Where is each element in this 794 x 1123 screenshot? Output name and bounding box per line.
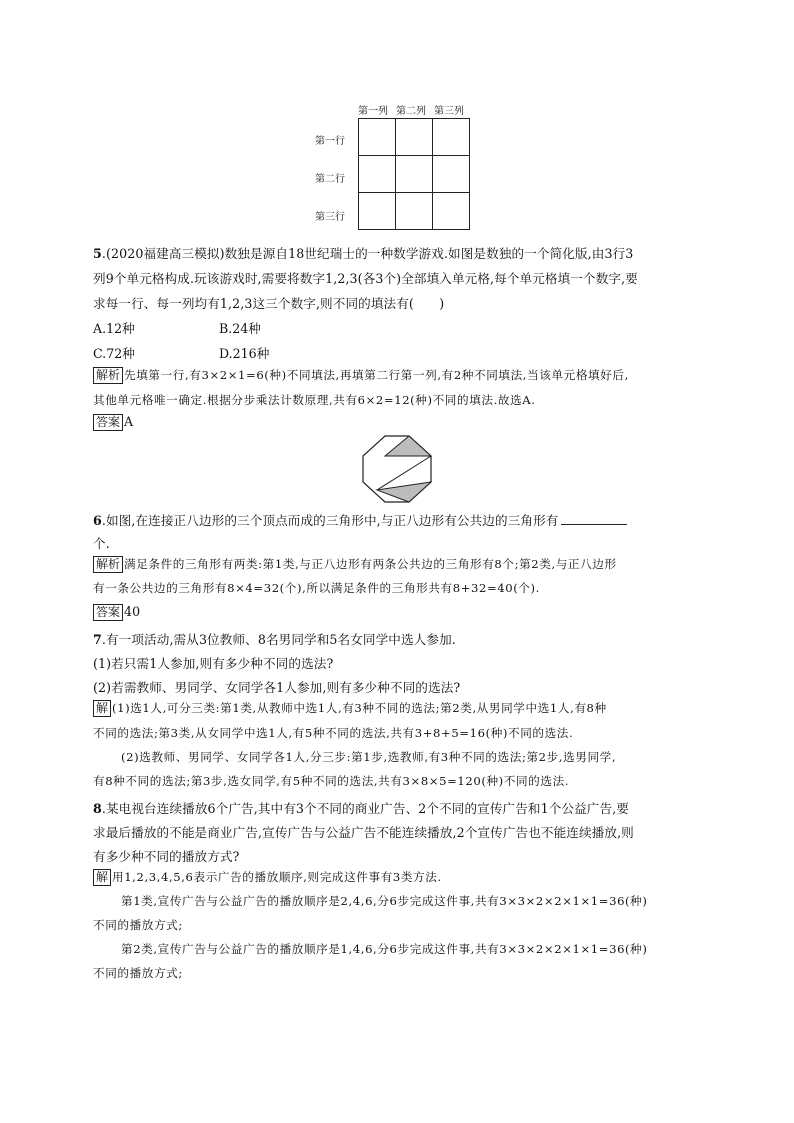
q6-stem-line2: 个. [93, 536, 110, 551]
q5-stem-line3: 求每一行、每一列均有1,2,3这三个数字,则不同的填法有( ) [93, 296, 445, 311]
q6-answer: 答案 40 [93, 604, 140, 621]
grid-cell [359, 119, 396, 156]
q7-solution-line3: (2)选教师、男同学、女同学各1人,分三步:第1步,选教师,有3种不同的选法;第2步,选男同学, [121, 750, 617, 764]
q5-choice-a: A.12种 [93, 321, 135, 336]
grid-cell [433, 119, 470, 156]
grid-cell [359, 193, 396, 230]
row-header-2: 第二行 [315, 174, 345, 185]
q5-analysis-line1: 解析 先填第一行,有3×2×1=6(种)不同填法,再填第二行第一列,有2种不同填法,当该单元格填好后, [93, 367, 629, 384]
analysis-label: 解析 [93, 367, 123, 384]
answer-label: 答案 [93, 414, 123, 431]
q7-stem-line2: (1)若只需1人参加,则有多少种不同的选法? [93, 656, 334, 671]
q7-number: 7 [93, 632, 102, 647]
row-header-3: 第三行 [315, 212, 345, 223]
q5-number: 5 [93, 246, 102, 261]
sudoku-grid-figure [315, 102, 475, 234]
answer-blank [561, 513, 627, 525]
grid-cell [433, 193, 470, 230]
q5-choice-b: B.24种 [219, 321, 261, 336]
q8-solution-line2: 第1类,宣传广告与公益广告的播放顺序是2,4,6,分6步完成这件事,共有3×3×2×2×1×1=36(种) [121, 894, 648, 908]
q8-solution-line4: 第2类,宣传广告与公益广告的播放顺序是1,4,6,分6步完成这件事,共有3×3×2×2×1×1=36(种) [121, 942, 648, 956]
grid-cell [396, 193, 433, 230]
q8-solution-line1: 解 用1,2,3,4,5,6表示广告的播放顺序,则完成这件事有3类方法. [93, 869, 442, 886]
solution-label: 解 [93, 700, 111, 717]
col-header-2: 第二列 [396, 106, 426, 117]
q8-solution-line5: 不同的播放方式; [93, 966, 183, 980]
solution-label: 解 [93, 869, 111, 886]
q6-analysis-line1: 解析 满足条件的三角形有两类:第1类,与正八边形有两条公共边的三角形有8个;第2类,与正八边形 [93, 556, 617, 573]
q7-solution-line2: 不同的选法;第3类,从女同学中选1人,有5种不同的选法,共有3+8+5=16(种)不同的选法. [93, 726, 574, 740]
q8-solution-line3: 不同的播放方式; [93, 918, 183, 932]
q5-analysis-line2: 其他单元格唯一确定.根据分步乘法计数原理,共有6×2=12(种)不同的填法.故选A. [93, 393, 536, 407]
q5-choice-d: D.216种 [219, 346, 270, 361]
q5-stem-line2: 列9个单元格构成.玩该游戏时,需要将数字1,2,3(各3个)全部填入单元格,每个单元格填一个数字,要 [93, 271, 638, 286]
col-header-3: 第三列 [434, 106, 464, 117]
q8-stem-line1: 8.某电视台连续播放6个广告,其中有3个不同的商业广告、2个不同的宣传广告和1个公益广告,要 [93, 801, 629, 816]
grid-cell [359, 156, 396, 193]
q6-analysis-line2: 有一条公共边的三角形有8×4=32(个),所以满足条件的三角形共有8+32=40(个). [93, 581, 540, 595]
col-header-1: 第一列 [358, 106, 388, 117]
row-header-1: 第一行 [315, 136, 345, 147]
q5-answer: 答案 A [93, 414, 133, 431]
q6-stem-line1: 6.如图,在连接正八边形的三个顶点而成的三角形中,与正八边形有公共边的三角形有 [93, 510, 627, 529]
q7-stem-line3: (2)若需教师、男同学、女同学各1人参加,则有多少种不同的选法? [93, 680, 461, 695]
grid-cell [396, 156, 433, 193]
q7-stem-line1: 7.有一项活动,需从3位教师、8名男同学和5名女同学中选人参加. [93, 632, 456, 647]
grid-cell [433, 156, 470, 193]
q7-solution-line4: 有8种不同的选法;第3步,选女同学,有5种不同的选法,共有3×8×5=120(种)不同的选法. [93, 774, 570, 788]
grid-cell [396, 119, 433, 156]
q6-number: 6 [93, 513, 102, 528]
sudoku-grid [358, 118, 470, 230]
q5-stem-line1: 5.(2020福建高三模拟)数独是源自18世纪瑞士的一种数学游戏.如图是数独的一个简化版,由3行3 [93, 246, 634, 261]
answer-label: 答案 [93, 604, 123, 621]
q8-stem-line3: 有多少种不同的播放方式? [93, 849, 240, 864]
q5-choice-c: C.72种 [93, 346, 135, 361]
octagon-triangle-figure [361, 434, 433, 504]
q8-stem-line2: 求最后播放的不能是商业广告,宣传广告与公益广告不能连续播放,2个宣传广告也不能连续播放,则 [93, 825, 634, 840]
q7-solution-line1: 解 (1)选1人,可分三类:第1类,从教师中选1人,有3种不同的选法;第2类,从男同学中选1人,有8种 [93, 700, 607, 717]
analysis-label: 解析 [93, 556, 123, 573]
q8-number: 8 [93, 801, 102, 816]
